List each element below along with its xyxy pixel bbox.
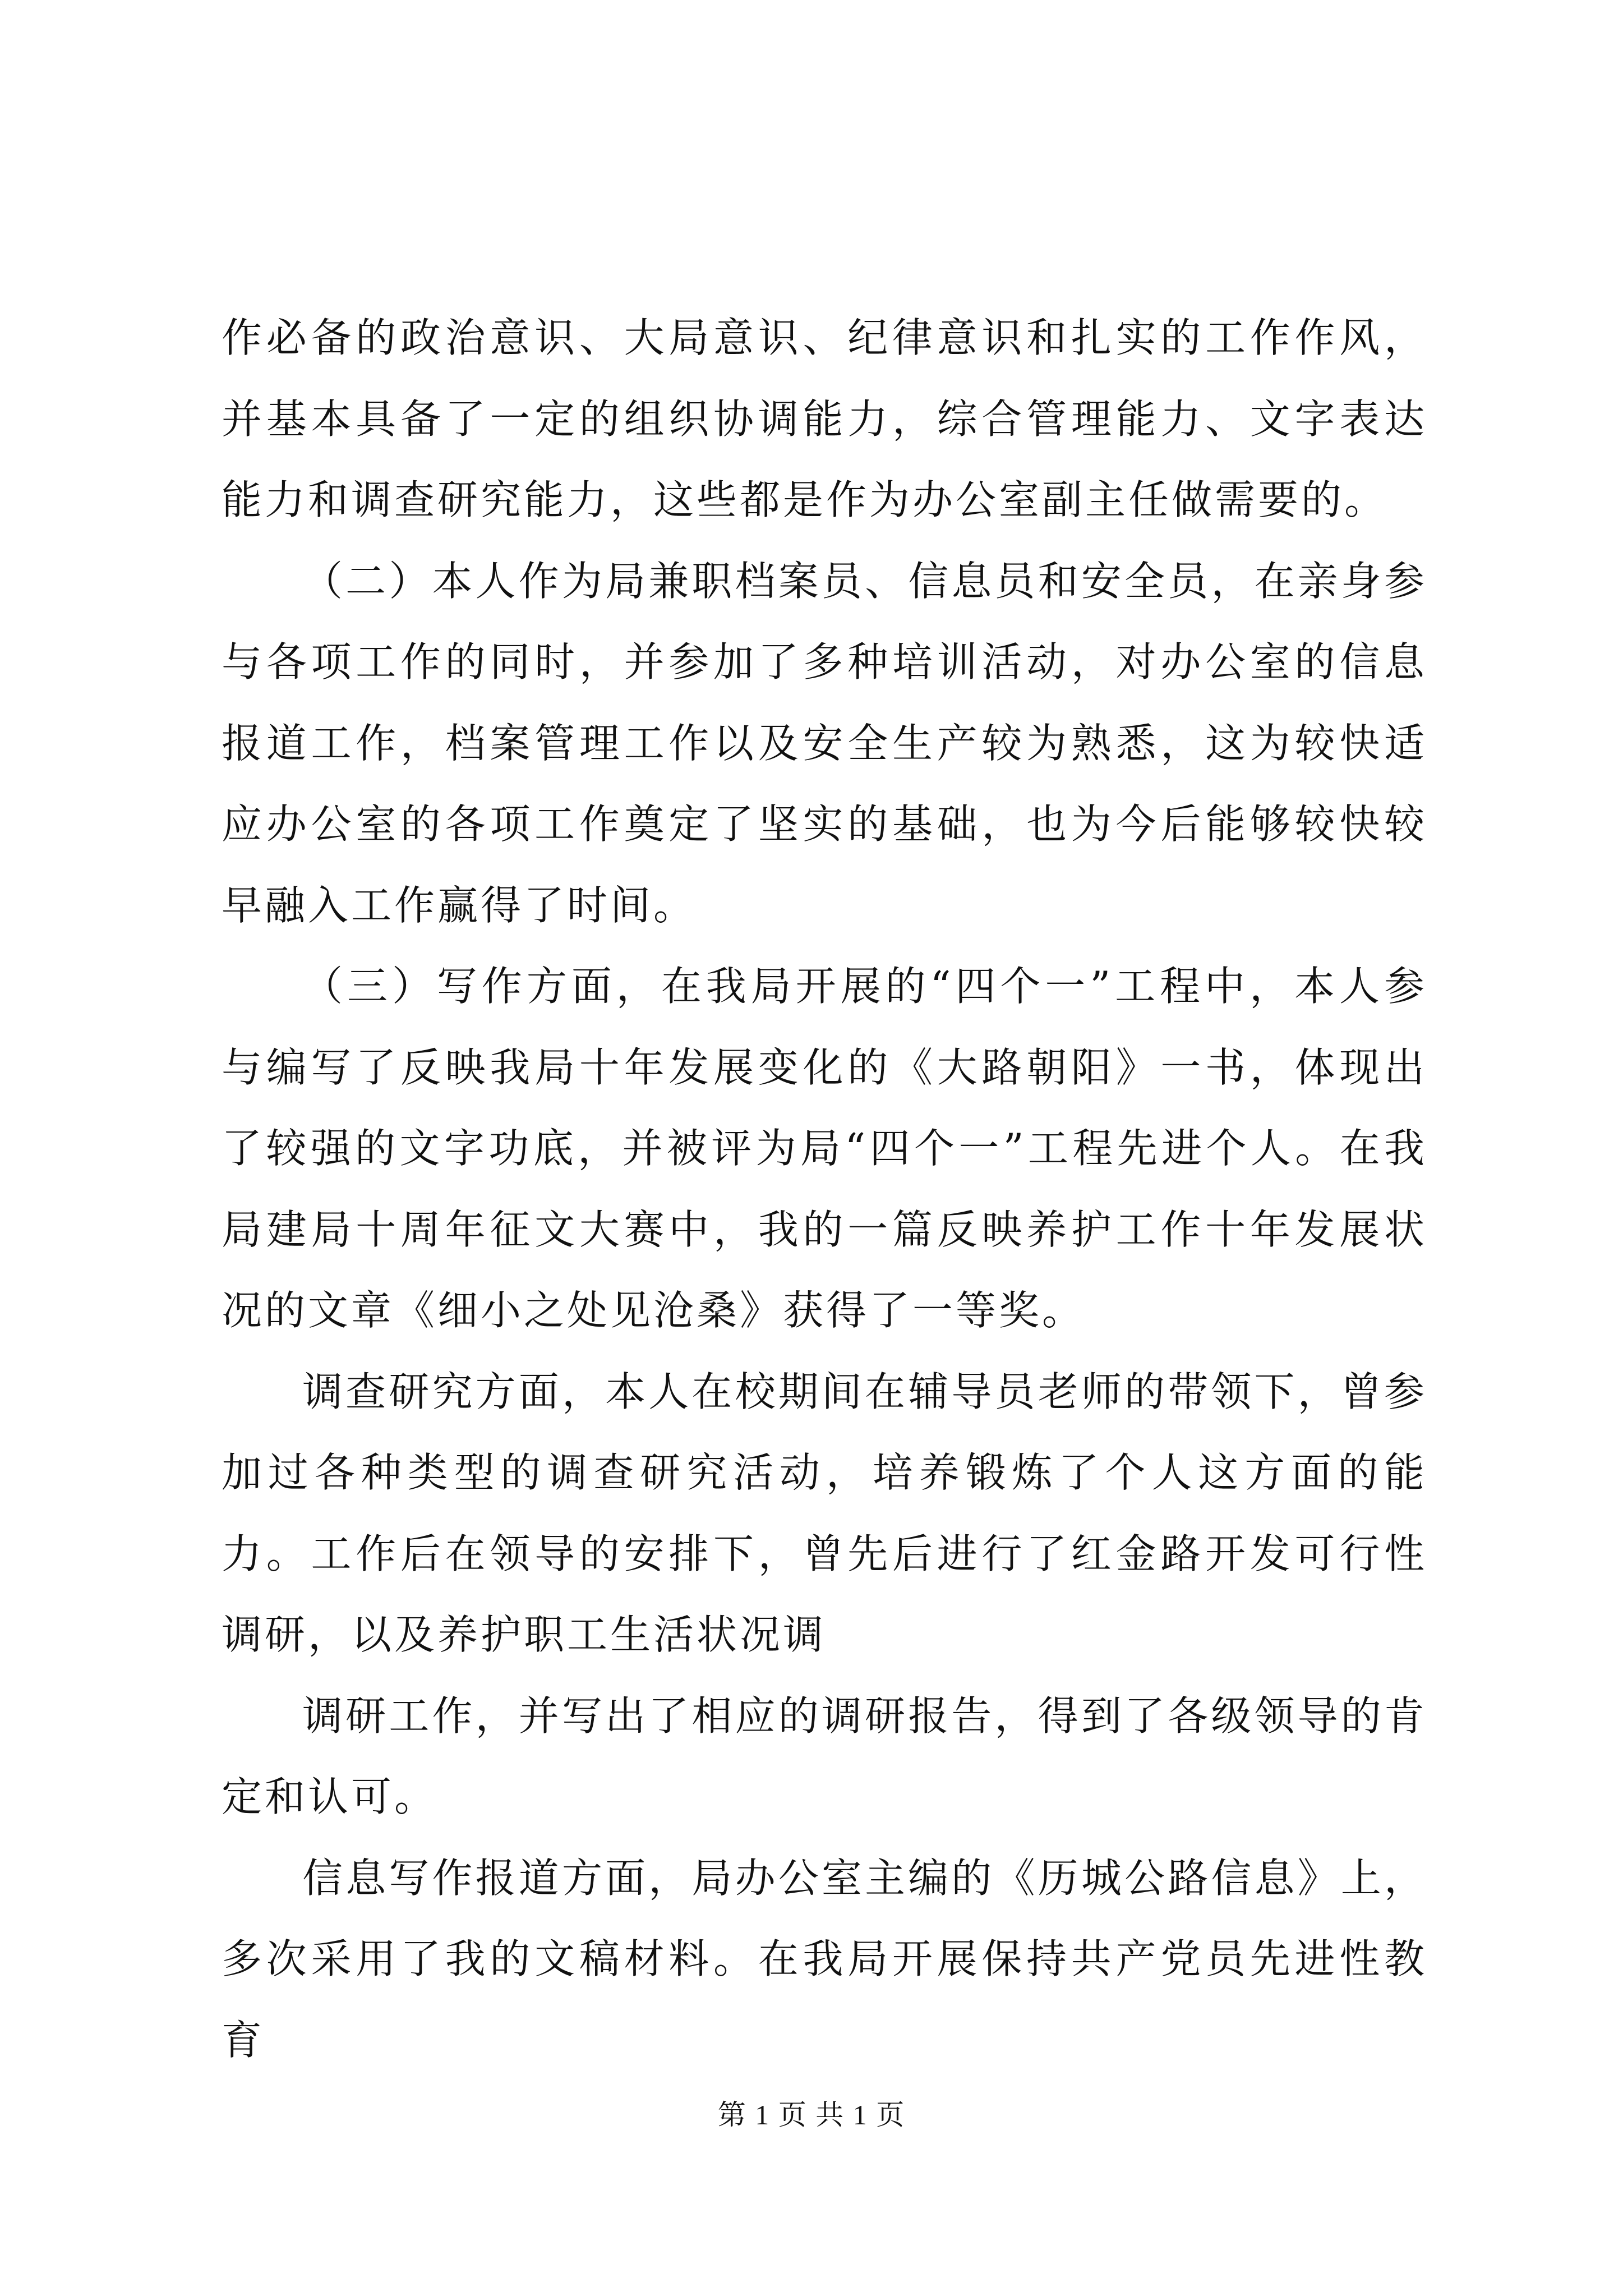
page-footer: 第 1 页 共 1 页: [717, 2099, 906, 2131]
paragraph-4: 调查研究方面，本人在校期间在辅导员老师的带领下，曾参加过各种类型的调查研究活动，培养锻炼了个人这方面的能力。工作后在领导的安排下，曾先后进行了红金路开发可行性调研，以及养护职工生活状况调: [222, 1368, 1427, 1658]
document-body: [222, 297, 1427, 2081]
paragraph-3: （三）写作方面，在我局开展的“四个一”工程中，本人参与编写了反映我局十年发展变化的《大路朝阳》一书，体现出了较强的文字功底，并被评为局“四个一”工程先进个人。在我局建局十周年征文大赛中，我的一篇反映养护工作十年发展状况的文章《细小之处见沧桑》获得了一等奖。: [222, 963, 1427, 1334]
paragraph-5: 调研工作，并写出了相应的调研报告，得到了各级领导的肯定和认可。: [222, 1692, 1427, 1820]
paragraph-2: （二）本人作为局兼职档案员、信息员和安全员，在亲身参与各项工作的同时，并参加了多种培训活动，对办公室的信息报道工作，档案管理工作以及安全生产较为熟悉，这为较快适应办公室的各项工作奠定了坚实的基础，也为今后能够较快较早融入工作赢得了时间。: [222, 557, 1427, 929]
paragraph-1: 作必备的政治意识、大局意识、纪律意识和扎实的工作作风，并基本具备了一定的组织协调能力，综合管理能力、文字表达能力和调查研究能力，这些都是作为办公室副主任做需要的。: [222, 314, 1427, 523]
paragraph-6: 信息写作报道方面，局办公室主编的《历城公路信息》上，多次采用了我的文稿材料。在我局开展保持共产党员先进性教育: [222, 1854, 1427, 2064]
